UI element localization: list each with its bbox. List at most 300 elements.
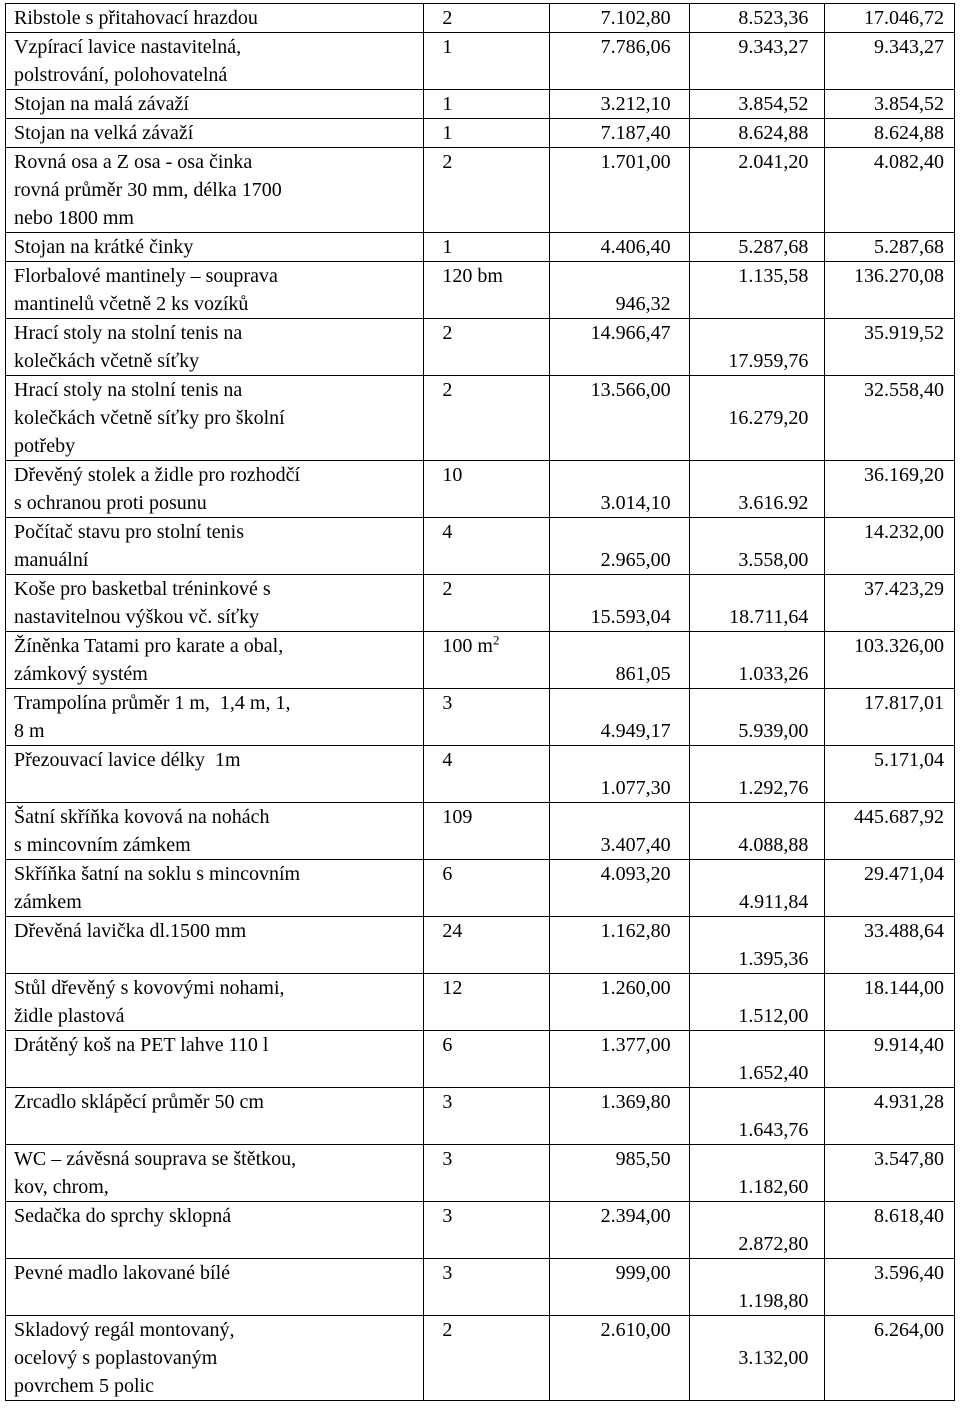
total-price-cell xyxy=(825,1088,955,1145)
cell-line: Přezouvací lavice délky 1m xyxy=(14,749,241,771)
cell-line: 2.610,00 xyxy=(600,1319,671,1341)
cell-line: 1.033,26 xyxy=(738,663,809,685)
cell-line: WC – závěsná souprava se štětkou, xyxy=(14,1148,297,1170)
cell-line: 946,32 xyxy=(615,293,671,315)
quantity-cell xyxy=(424,632,550,689)
cell-line: 1.198,80 xyxy=(738,1290,809,1312)
total-value: 3.596,40 xyxy=(874,1262,944,1284)
quantity-cell xyxy=(424,1316,550,1401)
cell-line: 2.872,80 xyxy=(738,1233,809,1255)
cell-line: 8.624,88 xyxy=(738,122,809,144)
total-value: 9.343,27 xyxy=(874,36,944,58)
cell-line: ocelový s poplastovaným xyxy=(14,1347,218,1369)
cell-line: zámkový systém xyxy=(14,663,148,685)
total-price-cell xyxy=(825,1202,955,1259)
table-row xyxy=(6,632,955,689)
quantity-cell xyxy=(424,518,550,575)
table-row xyxy=(6,262,955,319)
quantity-cell xyxy=(424,689,550,746)
unit-price-vat-cell xyxy=(689,1316,825,1401)
cell-line: Hrací stoly na stolní tenis na xyxy=(14,379,243,401)
item-name-cell xyxy=(6,4,424,33)
unit-price-vat-cell xyxy=(689,1145,825,1202)
quantity-cell xyxy=(424,376,550,461)
table-row xyxy=(6,917,955,974)
cell-line: Stojan na krátké činky xyxy=(14,236,194,258)
cell-line: zámkem xyxy=(14,891,82,913)
unit-price-cell xyxy=(549,1316,689,1401)
cell-line: 1.260,00 xyxy=(600,977,671,999)
cell-line xyxy=(558,575,671,603)
unit-price-cell xyxy=(549,33,689,90)
cell-line: 15.593,04 xyxy=(590,606,671,628)
unit-price-cell xyxy=(549,860,689,917)
cell-line: 4.088,88 xyxy=(738,834,809,856)
total-value: 3.854,52 xyxy=(874,93,944,115)
total-price-cell xyxy=(825,262,955,319)
cell-line xyxy=(558,262,671,290)
cell-line xyxy=(558,803,671,831)
cell-line xyxy=(698,319,809,347)
quantity-cell xyxy=(424,1202,550,1259)
cell-line: Stůl dřevěný s kovovými nohami, xyxy=(14,977,285,999)
unit-price-cell xyxy=(549,119,689,148)
table-row xyxy=(6,860,955,917)
table-row xyxy=(6,1259,955,1316)
cell-line: 1.292,76 xyxy=(738,777,809,799)
cell-line: 861,05 xyxy=(615,663,671,685)
total-value: 4.931,28 xyxy=(874,1091,944,1113)
quantity-cell xyxy=(424,119,550,148)
total-price-cell xyxy=(825,860,955,917)
unit-price-vat-cell xyxy=(689,1202,825,1259)
quantity-value: 109 xyxy=(442,806,473,828)
cell-line: 3.854,52 xyxy=(738,93,809,115)
table-row xyxy=(6,233,955,262)
cell-line: polstrování, polohovatelná xyxy=(14,64,228,86)
item-name-cell xyxy=(6,746,424,803)
cell-line: 3.616.92 xyxy=(738,492,809,514)
total-price-cell xyxy=(825,461,955,518)
cell-line xyxy=(698,860,809,888)
unit-price-cell xyxy=(549,917,689,974)
quantity-cell xyxy=(424,575,550,632)
quantity-cell xyxy=(424,262,550,319)
total-price-cell xyxy=(825,4,955,33)
total-price-cell xyxy=(825,148,955,233)
cell-line xyxy=(698,461,809,489)
total-price-cell xyxy=(825,917,955,974)
item-name-cell xyxy=(6,518,424,575)
quantity-value: 3 xyxy=(442,1262,453,1284)
total-price-cell xyxy=(825,33,955,90)
item-name-cell xyxy=(6,860,424,917)
item-name-cell xyxy=(6,1088,424,1145)
total-price-cell xyxy=(825,90,955,119)
unit-price-vat-cell xyxy=(689,746,825,803)
cell-line: 4.406,40 xyxy=(600,236,671,258)
total-value: 6.264,00 xyxy=(874,1319,944,1341)
cell-line: 4.093,20 xyxy=(600,863,671,885)
cell-line xyxy=(698,1202,809,1230)
cell-line xyxy=(698,803,809,831)
unit-price-vat-cell xyxy=(689,376,825,461)
cell-line: židle plastová xyxy=(14,1005,125,1027)
cell-line: Skladový regál montovaný, xyxy=(14,1319,235,1341)
cell-line: manuální xyxy=(14,549,89,571)
item-name-cell xyxy=(6,803,424,860)
unit-price-vat-cell xyxy=(689,632,825,689)
cell-line: mantinelů včetně 2 ks vozíků xyxy=(14,293,249,315)
total-value: 9.914,40 xyxy=(874,1034,944,1056)
quantity-cell xyxy=(424,148,550,233)
item-name-cell xyxy=(6,974,424,1031)
table-row xyxy=(6,119,955,148)
item-name-cell xyxy=(6,319,424,376)
total-value: 103.326,00 xyxy=(854,635,944,657)
quantity-value: 24 xyxy=(442,920,463,942)
total-value: 32.558,40 xyxy=(864,379,944,401)
item-name-cell xyxy=(6,689,424,746)
quantity-cell xyxy=(424,319,550,376)
cell-line: Pevné madlo lakované bílé xyxy=(14,1262,231,1284)
cell-line: 3.132,00 xyxy=(738,1347,809,1369)
cell-line: nastavitelnou výškou vč. síťky xyxy=(14,606,260,628)
quantity-cell xyxy=(424,746,550,803)
cell-line xyxy=(698,1259,809,1287)
cell-line: 1.652,40 xyxy=(738,1062,809,1084)
unit-price-cell xyxy=(549,632,689,689)
cell-line: 5.939,00 xyxy=(738,720,809,742)
total-value: 8.624,88 xyxy=(874,122,944,144)
quantity-value: 120 bm xyxy=(442,265,503,287)
unit-price-vat-cell xyxy=(689,917,825,974)
cell-line: 7.786,06 xyxy=(600,36,671,58)
cell-line: 5.287,68 xyxy=(738,236,809,258)
item-name-cell xyxy=(6,1145,424,1202)
unit-price-cell xyxy=(549,689,689,746)
unit-price-vat-cell xyxy=(689,974,825,1031)
cell-line: 985,50 xyxy=(615,1148,671,1170)
cell-line: 2.041,20 xyxy=(738,151,809,173)
cell-line: 1.701,00 xyxy=(600,151,671,173)
quantity-value: 4 xyxy=(442,749,453,771)
quantity-cell xyxy=(424,233,550,262)
cell-line: potřeby xyxy=(14,435,76,457)
unit-price-vat-cell xyxy=(689,90,825,119)
unit-price-cell xyxy=(549,4,689,33)
unit-price-cell xyxy=(549,90,689,119)
item-name-cell xyxy=(6,148,424,233)
total-value: 5.287,68 xyxy=(874,236,944,258)
cell-line: Skříňka šatní na soklu s mincovním xyxy=(14,863,301,885)
cell-line xyxy=(698,575,809,603)
cell-line: 8.523,36 xyxy=(738,7,809,29)
cell-line: 1.512,00 xyxy=(738,1005,809,1027)
unit-price-cell xyxy=(549,376,689,461)
quantity-value: 1 xyxy=(442,93,453,115)
cell-line: Šatní skříňka kovová na nohách xyxy=(14,806,270,828)
cell-line: Koše pro basketbal tréninkové s xyxy=(14,578,271,600)
item-name-cell xyxy=(6,1031,424,1088)
cell-line xyxy=(558,461,671,489)
unit-price-vat-cell xyxy=(689,803,825,860)
total-value: 14.232,00 xyxy=(864,521,944,543)
total-price-cell xyxy=(825,974,955,1031)
quantity-unit-superscript: 2 xyxy=(492,632,500,648)
item-name-cell xyxy=(6,1316,424,1401)
total-price-cell xyxy=(825,1145,955,1202)
quantity-value: 1 xyxy=(442,236,453,258)
item-name-cell xyxy=(6,461,424,518)
quantity-value: 6 xyxy=(442,1034,453,1056)
total-price-cell xyxy=(825,1316,955,1401)
cell-line: 13.566,00 xyxy=(590,379,671,401)
quantity-cell xyxy=(424,461,550,518)
quantity-value: 4 xyxy=(442,521,453,543)
quantity-value: 2 xyxy=(442,578,453,600)
unit-price-cell xyxy=(549,746,689,803)
table-row xyxy=(6,90,955,119)
cell-line: 1.395,36 xyxy=(738,948,809,970)
table-row xyxy=(6,376,955,461)
cell-line: 7.102,80 xyxy=(600,7,671,29)
cell-line: Stojan na velká závaží xyxy=(14,122,194,144)
quantity-value: 3 xyxy=(442,692,453,714)
cell-line: Dřevěný stolek a židle pro rozhodčí xyxy=(14,464,301,486)
table-row xyxy=(6,689,955,746)
quantity-value: 1 xyxy=(442,122,453,144)
unit-price-cell xyxy=(549,262,689,319)
cell-line: Dřevěná lavička dl.1500 mm xyxy=(14,920,247,942)
unit-price-vat-cell xyxy=(689,689,825,746)
item-name-cell xyxy=(6,917,424,974)
total-value: 445.687,92 xyxy=(854,806,944,828)
total-price-cell xyxy=(825,376,955,461)
quantity-value: 10 xyxy=(442,464,463,486)
cell-line: Vzpírací lavice nastavitelná, xyxy=(14,36,242,58)
quantity-cell xyxy=(424,4,550,33)
cell-line xyxy=(698,1031,809,1059)
quantity-value: 3 xyxy=(442,1091,453,1113)
quantity-value: 6 xyxy=(442,863,453,885)
cell-line: Florbalové mantinely – souprava xyxy=(14,265,278,287)
total-value: 136.270,08 xyxy=(854,265,944,287)
cell-line: 4.911,84 xyxy=(739,891,809,913)
cell-line: 14.966,47 xyxy=(590,322,671,344)
unit-price-vat-cell xyxy=(689,1259,825,1316)
unit-price-vat-cell xyxy=(689,4,825,33)
unit-price-cell xyxy=(549,803,689,860)
table-row xyxy=(6,1316,955,1401)
cell-line: Sedačka do sprchy sklopná xyxy=(14,1205,232,1227)
cell-line: nebo 1800 mm xyxy=(14,207,134,229)
item-name-cell xyxy=(6,376,424,461)
unit-price-vat-cell xyxy=(689,319,825,376)
total-value: 33.488,64 xyxy=(864,920,944,942)
total-value: 4.082,40 xyxy=(874,151,944,173)
table-row xyxy=(6,974,955,1031)
cell-line: 1.077,30 xyxy=(600,777,671,799)
quantity-value: 100 m xyxy=(442,635,493,657)
cell-line xyxy=(558,746,671,774)
cell-line: Hrací stoly na stolní tenis na xyxy=(14,322,243,344)
cell-line: 1.162,80 xyxy=(600,920,671,942)
cell-line xyxy=(698,518,809,546)
unit-price-cell xyxy=(549,1088,689,1145)
quantity-value: 2 xyxy=(442,1319,453,1341)
quantity-cell xyxy=(424,1031,550,1088)
total-price-cell xyxy=(825,233,955,262)
quantity-cell xyxy=(424,860,550,917)
cell-line: Rovná osa a Z osa - osa činka xyxy=(14,151,253,173)
table-row xyxy=(6,1145,955,1202)
cell-line xyxy=(698,376,809,404)
unit-price-vat-cell xyxy=(689,1031,825,1088)
table-row xyxy=(6,1202,955,1259)
item-name-cell xyxy=(6,233,424,262)
quantity-cell xyxy=(424,1088,550,1145)
cell-line: 18.711,64 xyxy=(729,606,809,628)
unit-price-vat-cell xyxy=(689,119,825,148)
unit-price-vat-cell xyxy=(689,233,825,262)
quantity-cell xyxy=(424,917,550,974)
cell-line: 1.643,76 xyxy=(738,1119,809,1141)
unit-price-cell xyxy=(549,1259,689,1316)
unit-price-vat-cell xyxy=(689,1088,825,1145)
unit-price-cell xyxy=(549,575,689,632)
cell-line xyxy=(698,689,809,717)
unit-price-vat-cell xyxy=(689,461,825,518)
unit-price-cell xyxy=(549,319,689,376)
cell-line: kolečkách včetně síťky pro školní xyxy=(14,407,285,429)
total-value: 8.618,40 xyxy=(874,1205,944,1227)
quantity-cell xyxy=(424,33,550,90)
quantity-value: 2 xyxy=(442,7,453,29)
quantity-value: 12 xyxy=(442,977,463,999)
total-value: 5.171,04 xyxy=(874,749,944,771)
table-row xyxy=(6,461,955,518)
cell-line: Žíněnka Tatami pro karate a obal, xyxy=(14,635,284,657)
quantity-cell xyxy=(424,1259,550,1316)
cell-line: 999,00 xyxy=(615,1262,671,1284)
quantity-value: 1 xyxy=(442,36,453,58)
cell-line xyxy=(698,632,809,660)
unit-price-vat-cell xyxy=(689,33,825,90)
total-price-cell xyxy=(825,689,955,746)
total-price-cell xyxy=(825,1031,955,1088)
total-value: 29.471,04 xyxy=(864,863,944,885)
unit-price-cell xyxy=(549,233,689,262)
unit-price-vat-cell xyxy=(689,262,825,319)
cell-line: 2.394,00 xyxy=(600,1205,671,1227)
cell-line xyxy=(698,746,809,774)
item-name-cell xyxy=(6,119,424,148)
quantity-value: 2 xyxy=(442,322,453,344)
cell-line xyxy=(558,689,671,717)
unit-price-cell xyxy=(549,148,689,233)
quantity-cell xyxy=(424,1145,550,1202)
total-value: 36.169,20 xyxy=(864,464,944,486)
item-name-cell xyxy=(6,33,424,90)
item-name-cell xyxy=(6,575,424,632)
quantity-value: 2 xyxy=(442,151,453,173)
cell-line: 8 m xyxy=(14,720,45,742)
cell-line: Trampolína průměr 1 m, 1,4 m, 1, xyxy=(14,692,291,714)
table-row xyxy=(6,1088,955,1145)
cell-line: 16.279,20 xyxy=(728,407,809,429)
cell-line: 1.369,80 xyxy=(600,1091,671,1113)
cell-line xyxy=(698,1316,809,1344)
total-value: 17.046,72 xyxy=(864,7,944,29)
unit-price-cell xyxy=(549,1145,689,1202)
unit-price-cell xyxy=(549,518,689,575)
total-price-cell xyxy=(825,1259,955,1316)
table-row xyxy=(6,319,955,376)
cell-line: povrchem 5 polic xyxy=(14,1375,154,1397)
unit-price-vat-cell xyxy=(689,518,825,575)
item-name-cell xyxy=(6,632,424,689)
table-row xyxy=(6,4,955,33)
total-price-cell xyxy=(825,632,955,689)
cell-line: rovná průměr 30 mm, délka 1700 xyxy=(14,179,282,201)
cell-line: 3.014,10 xyxy=(600,492,671,514)
cell-line xyxy=(558,632,671,660)
cell-line xyxy=(698,1088,809,1116)
total-price-cell xyxy=(825,746,955,803)
cell-line: Ribstole s přitahovací hrazdou xyxy=(14,7,258,29)
item-name-cell xyxy=(6,1202,424,1259)
unit-price-vat-cell xyxy=(689,860,825,917)
cell-line: 17.959,76 xyxy=(728,350,809,372)
cell-line: 1.135,58 xyxy=(738,265,809,287)
cell-line: 7.187,40 xyxy=(600,122,671,144)
table-row xyxy=(6,33,955,90)
total-price-cell xyxy=(825,319,955,376)
cell-line: 3.407,40 xyxy=(600,834,671,856)
cell-line xyxy=(698,917,809,945)
table-row xyxy=(6,746,955,803)
cell-line: Stojan na malá závaží xyxy=(14,93,189,115)
total-price-cell xyxy=(825,575,955,632)
cell-line xyxy=(698,974,809,1002)
quantity-cell xyxy=(424,90,550,119)
cell-line: Počítač stavu pro stolní tenis xyxy=(14,521,244,543)
quantity-value: 3 xyxy=(442,1148,453,1170)
cell-line: 3.212,10 xyxy=(600,93,671,115)
cell-line: Zrcadlo sklápěcí průměr 50 cm xyxy=(14,1091,264,1113)
cell-line: 3.558,00 xyxy=(738,549,809,571)
cell-line: Drátěný koš na PET lahve 110 l xyxy=(14,1034,269,1056)
total-value: 37.423,29 xyxy=(864,578,944,600)
cell-line: kov, chrom, xyxy=(14,1176,109,1198)
unit-price-cell xyxy=(549,461,689,518)
unit-price-cell xyxy=(549,1202,689,1259)
table-row xyxy=(6,803,955,860)
unit-price-vat-cell xyxy=(689,148,825,233)
item-name-cell xyxy=(6,90,424,119)
quantity-value: 2 xyxy=(442,379,453,401)
quantity-value: 3 xyxy=(442,1205,453,1227)
cell-line: 4.949,17 xyxy=(600,720,671,742)
price-table xyxy=(5,3,955,1401)
total-value: 3.547,80 xyxy=(874,1148,944,1170)
total-price-cell xyxy=(825,518,955,575)
unit-price-vat-cell xyxy=(689,575,825,632)
cell-line: kolečkách včetně síťky xyxy=(14,350,200,372)
unit-price-cell xyxy=(549,1031,689,1088)
cell-line: 9.343,27 xyxy=(738,36,809,58)
